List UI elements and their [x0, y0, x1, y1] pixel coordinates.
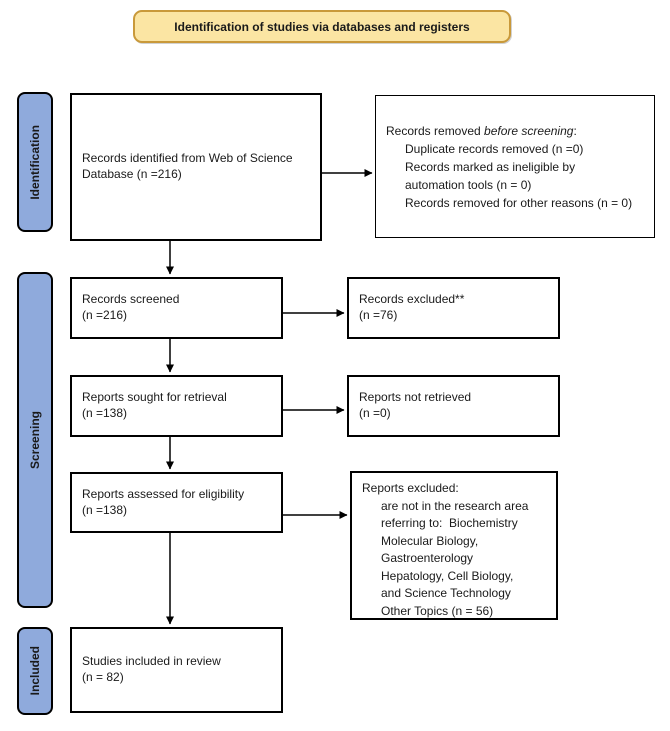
- records-removed-item-3: automation tools (n = 0): [405, 177, 532, 192]
- reports-excluded-item-5: Hepatology, Cell Biology,: [381, 568, 514, 583]
- stage-label-included-text: Included: [28, 646, 42, 696]
- reports-not-retrieved-box: [347, 375, 560, 437]
- reports-assessed-box: [70, 472, 283, 533]
- studies-included-line-1: Studies included in review: [82, 654, 221, 669]
- banner-title: [133, 10, 511, 43]
- stage-label-identification-text: Identification: [28, 124, 42, 200]
- stage-label-included: [17, 627, 53, 715]
- records-identified-line-1: Records identified from Web of Science: [82, 151, 293, 166]
- records-removed-title-prefix: Records removed: [386, 123, 485, 138]
- records-excluded-box: [347, 277, 560, 339]
- records-identified-box: [70, 93, 322, 241]
- records-removed-item-1: Duplicate records removed (n =0): [405, 141, 584, 156]
- records-excluded-line-2: (n =76): [359, 308, 398, 322]
- records-identified-line-2: Database (n =216): [82, 167, 182, 181]
- reports-sought-line-2: (n =138): [82, 406, 128, 420]
- reports-sought-line-1: Reports sought for retrieval: [82, 390, 227, 405]
- banner-title-text: Identification of studies via databases and registers: [174, 19, 470, 34]
- records-screened-line-2: (n =216): [82, 308, 128, 322]
- records-removed-box: [375, 95, 655, 238]
- records-excluded-line-1: Records excluded**: [359, 292, 465, 307]
- stage-label-screening-text: Screening: [28, 410, 42, 470]
- reports-excluded-item-4: Gastroenterology: [381, 551, 474, 566]
- reports-excluded-item-2: referring to: Biochemistry: [381, 516, 518, 531]
- reports-not-retrieved-line-1: Reports not retrieved: [359, 390, 472, 405]
- reports-excluded-item-3: Molecular Biology,: [381, 533, 479, 548]
- reports-excluded-box: [350, 471, 558, 620]
- records-screened-box: [70, 277, 283, 339]
- reports-excluded-title: Reports excluded:: [362, 481, 459, 495]
- records-removed-title-italic: before screening: [484, 123, 574, 138]
- records-screened-line-1: Records screened: [82, 292, 180, 307]
- stage-label-identification: [17, 92, 53, 232]
- reports-not-retrieved-line-2: (n =0): [359, 406, 391, 420]
- records-removed-title: [386, 122, 648, 140]
- reports-excluded-item-6: and Science Technology: [381, 586, 511, 601]
- stage-label-screening: [17, 272, 53, 608]
- studies-included-box: [70, 627, 283, 713]
- studies-included-line-2: (n = 82): [82, 670, 124, 684]
- records-removed-item-2: Records marked as ineligible by: [405, 159, 576, 174]
- reports-excluded-item-7: Other Topics (n = 56): [381, 603, 494, 618]
- records-removed-item-4: Records removed for other reasons (n = 0): [405, 195, 633, 210]
- reports-sought-box: [70, 375, 283, 437]
- reports-assessed-line-1: Reports assessed for eligibility: [82, 486, 245, 501]
- records-removed-title-suffix: :: [573, 123, 577, 138]
- reports-excluded-item-1: are not in the research area: [381, 498, 529, 513]
- reports-assessed-line-2: (n =138): [82, 502, 128, 517]
